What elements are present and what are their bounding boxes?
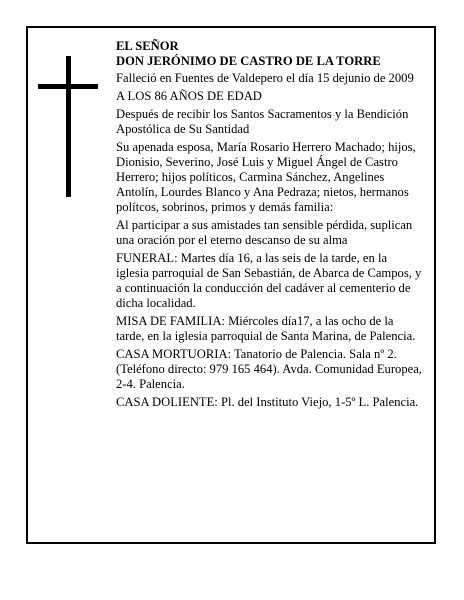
mourning-home-info: CASA DOLIENTE: Pl. del Instituto Viejo, 1-5º L. Palencia. [116,395,419,409]
family-mass-info: MISA DE FAMILIA: Miércoles día17, a las ocho de la tarde, en la iglesia parroquial de Santa Marina, de Palencia. [116,314,416,343]
obituary-text [116,39,422,413]
funeral-info: FUNERAL: Martes día 16, a las seis de la tarde, en la iglesia parroquial de San Sebastián, de Abarca de Campos, y a continuación la conducción del cadáver al cementerio de dicha localidad. [116,251,422,310]
family-paragraph: Su apenada esposa, María Rosario Herrero Machado; hijos, Dionisio, Severino, José Luis y Miguel Ángel de Castro Herrero; hijos políticos, Carmina Sánchez, Angelines Antolín, Lourdes Blanco y Ana Pedraza; nietos, hermanos polítcos, sobrinos, primos y demás familia: [116,140,416,214]
deceased-name: DON JERÓNIMO DE CASTRO DE LA TORRE [116,54,381,68]
age-line: A LOS 86 AÑOS DE EDAD [116,89,262,103]
title-line-1: EL SEÑOR [116,39,179,53]
death-notice: Falleció en Fuentes de Valdepero el día 15 dejunio de 2009 [116,71,414,85]
cross-horizontal-bar [38,84,98,89]
sacraments-line: Después de recibir los Santos Sacramentos y la Bendición Apostólica de Su Santidad [116,107,409,136]
prayer-request: Al participar a sus amistades tan sensible pérdida, suplican una oración por el eterno descanso de su alma [116,218,413,247]
funeral-home-info: CASA MORTUORIA: Tanatorio de Palencia. Sala nº 2. (Teléfono directo: 979 165 464). Avda. Comunidad Europea, 2-4. Palencia. [116,347,422,391]
cross-vertical-bar [66,56,71,197]
